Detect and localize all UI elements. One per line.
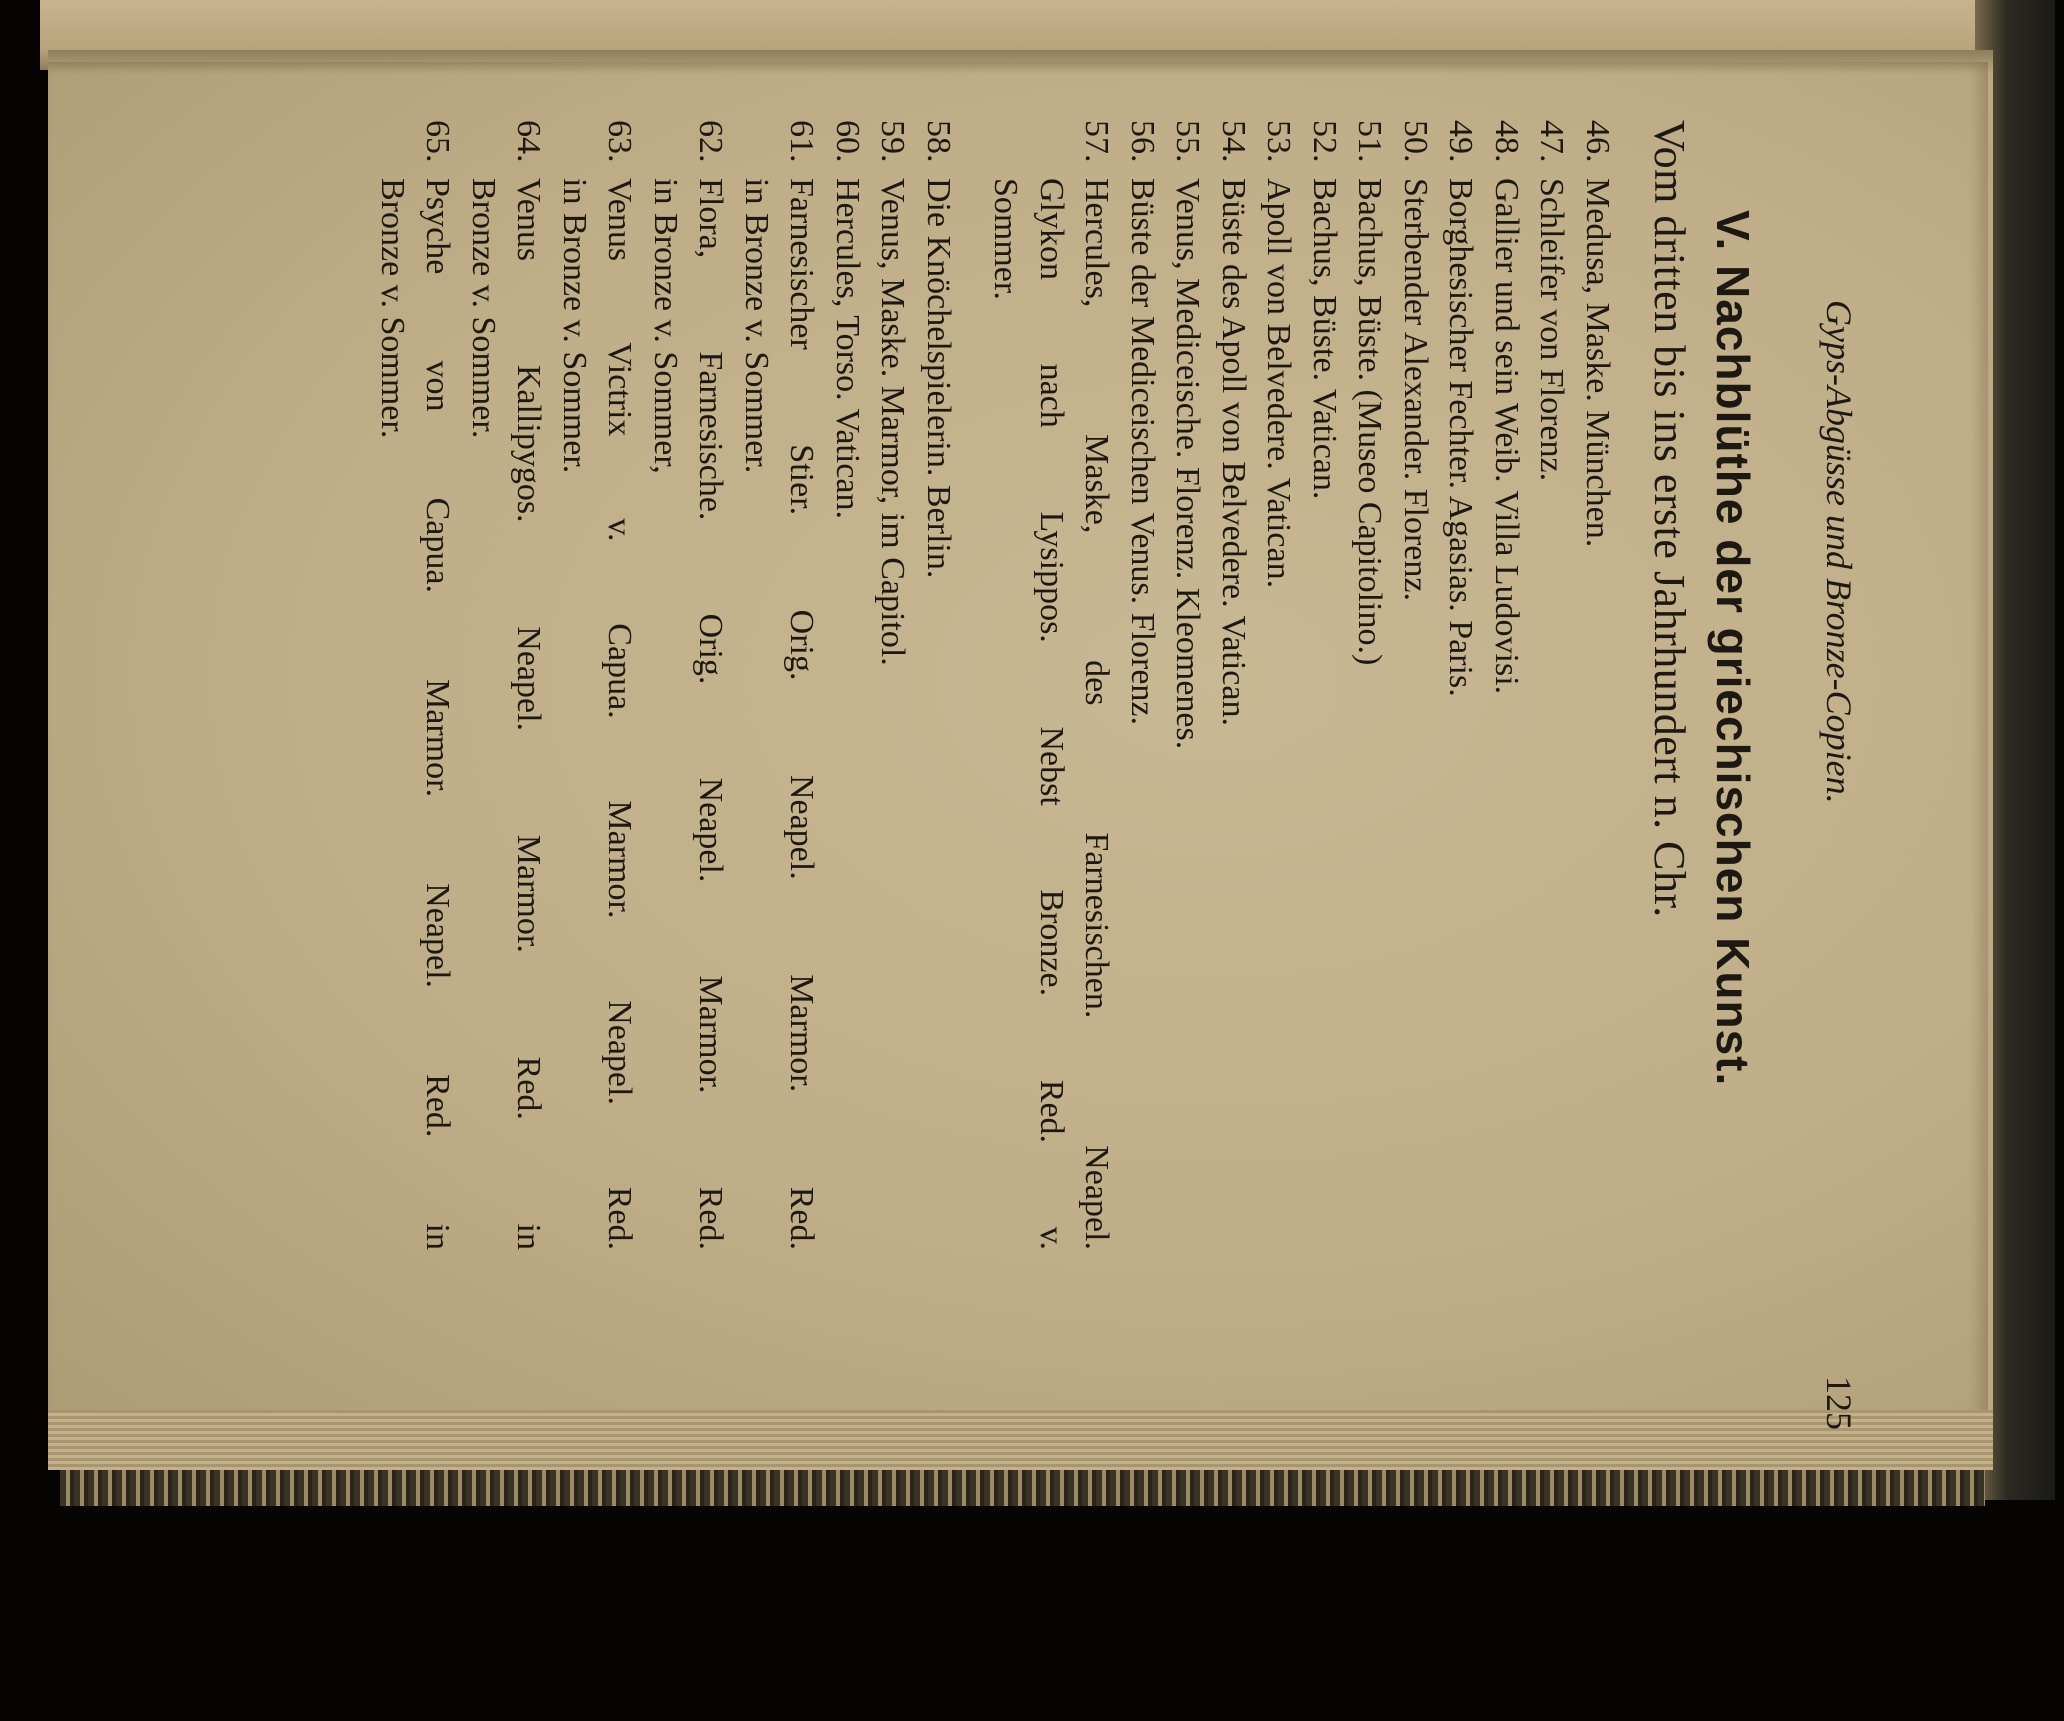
entry-line: Glykon nach Lysippos. Nebst Bronze. Red. v. [1033, 178, 1070, 1250]
entry-number: 59. [874, 120, 912, 163]
entry-number: 62. [692, 120, 730, 163]
entry-line: Sterbender Alexander. Florenz. [1397, 178, 1434, 601]
entry-number: 56. [1124, 120, 1161, 163]
entry-number: 47. [1533, 120, 1571, 163]
entry-text [825, 178, 871, 1250]
catalog-entry [916, 120, 962, 1250]
entry-group-2 [370, 120, 962, 1250]
entry-number: 65. [419, 120, 457, 163]
entry-line: Borghesischer Fechter. Agasias. Paris. [1442, 178, 1480, 697]
entry-number: 64. [510, 120, 548, 163]
catalog-entry [552, 120, 643, 1250]
entry-text [461, 178, 552, 1250]
entry-number: 52. [1306, 120, 1343, 163]
entry-line: Venus Victrix v. Capua. Marmor. Neapel. Red. [601, 178, 639, 1250]
entry-line: Bachus, Büste. (Museo Capitolino.) [1351, 178, 1389, 666]
entry-line: Sommer. [987, 178, 1025, 300]
entry-text [734, 178, 825, 1250]
catalog-entry [370, 120, 461, 1250]
section-subtitle: Vom dritten bis ins erste Jahrhundert n. Chr. [1645, 120, 1694, 918]
entry-text [1393, 178, 1439, 1250]
catalog-entry [1165, 120, 1211, 1250]
entry-text [870, 178, 916, 1250]
catalog-entry [461, 120, 552, 1250]
catalog-entry [1438, 120, 1484, 1250]
entry-number: 51. [1351, 120, 1389, 163]
running-head [1800, 300, 1860, 1430]
entry-line: Apoll von Belvedere. Vatican. [1260, 178, 1298, 589]
catalog-entry [1393, 120, 1439, 1250]
catalog-entry [643, 120, 734, 1250]
catalog-entry [1256, 120, 1302, 1250]
catalog-entry [734, 120, 825, 1250]
entry-line: Flora, Farnesische. Orig. Neapel. Marmor. Red. [692, 178, 730, 1250]
entry-text [1484, 178, 1530, 1250]
catalog-entry [1211, 120, 1257, 1250]
rotated-page-text [360, 120, 1860, 1570]
entry-number: 57. [1078, 120, 1116, 163]
running-title: Gyps-Abgüsse und Bronze-Copien. [1819, 300, 1859, 804]
entry-line: Psyche von Capua. Marmor. Neapel. Red. in [419, 178, 457, 1250]
entry-line: Gallier und sein Weib. Villa Ludovisi. [1488, 178, 1525, 695]
entry-line: in Bronze v. Sommer. [738, 178, 775, 474]
entry-line: Bronze v. Sommer. [374, 178, 411, 439]
entry-text [1211, 178, 1257, 1250]
entry-line: Venus Kallipygos. Neapel. Marmor. Red. in [510, 178, 548, 1250]
entry-number: 54. [1215, 120, 1252, 163]
entry-text [1347, 178, 1393, 1250]
entry-line: Büste der Mediceischen Venus. Florenz. [1124, 178, 1161, 726]
entry-line: Die Knöchelspielerin. Berlin. [920, 178, 957, 579]
entry-group-1 [983, 120, 1620, 1250]
catalog-entry [1302, 120, 1348, 1250]
entry-text [1302, 178, 1348, 1250]
entry-text [1438, 178, 1484, 1250]
catalog-entry [983, 120, 1120, 1250]
entry-text [1256, 178, 1302, 1250]
entry-text [1165, 178, 1211, 1250]
entry-number: 63. [601, 120, 639, 163]
entry-line: Medusa, Maske. München. [1579, 178, 1616, 548]
entry-line: Bronze v. Sommer. [465, 178, 502, 439]
entry-line: Venus, Mediceische. Florenz. Kleomenes. [1169, 178, 1207, 750]
gutter-shadow [48, 50, 1993, 74]
catalog-entry [1120, 120, 1166, 1250]
entry-number: 48. [1488, 120, 1525, 163]
entry-text [1575, 178, 1621, 1250]
entry-number: 53. [1260, 120, 1298, 163]
entry-line: Schleifer von Florenz. [1533, 178, 1571, 482]
entry-number: 50. [1397, 120, 1434, 163]
entry-text [552, 178, 643, 1250]
group-gap [961, 120, 983, 1250]
entry-line: in Bronze v. Sommer, [647, 178, 684, 474]
entry-text [1529, 178, 1575, 1250]
entry-number: 61. [783, 120, 821, 163]
entry-text [916, 178, 962, 1250]
entry-number: 46. [1579, 120, 1616, 163]
catalog-entry [870, 120, 916, 1250]
entry-number: 55. [1169, 120, 1207, 163]
catalog-entry [1575, 120, 1621, 1250]
page-number: 125 [1819, 1376, 1859, 1430]
entry-text [983, 178, 1120, 1250]
catalog-entry [1529, 120, 1575, 1250]
catalog-entry [1347, 120, 1393, 1250]
entry-line: Venus, Maske. Marmor, im Capitol. [874, 178, 912, 666]
entry-line: Hercules, Maske, des Farnesischen. Neapel. [1078, 178, 1116, 1250]
entry-text [370, 178, 461, 1250]
entry-number: 60. [829, 120, 866, 163]
entry-number: 58. [920, 120, 957, 163]
catalog-entries [370, 120, 1621, 1250]
entry-text [1120, 178, 1166, 1250]
entry-text [643, 178, 734, 1250]
section-title: V. Nachblüthe der griechischen Kunst. [1707, 210, 1759, 1087]
catalog-entry [825, 120, 871, 1250]
entry-line: Farnesischer Stier. Orig. Neapel. Marmor. Red. [783, 178, 821, 1250]
catalog-entry [1484, 120, 1530, 1250]
entry-line: Büste des Apoll von Belvedere. Vatican. [1215, 178, 1252, 726]
entry-line: Bachus, Büste. Vatican. [1306, 178, 1343, 500]
entry-line: in Bronze v. Sommer. [556, 178, 593, 474]
entry-number: 49. [1442, 120, 1480, 163]
entry-line: Hercules, Torso. Vatican. [829, 178, 866, 519]
